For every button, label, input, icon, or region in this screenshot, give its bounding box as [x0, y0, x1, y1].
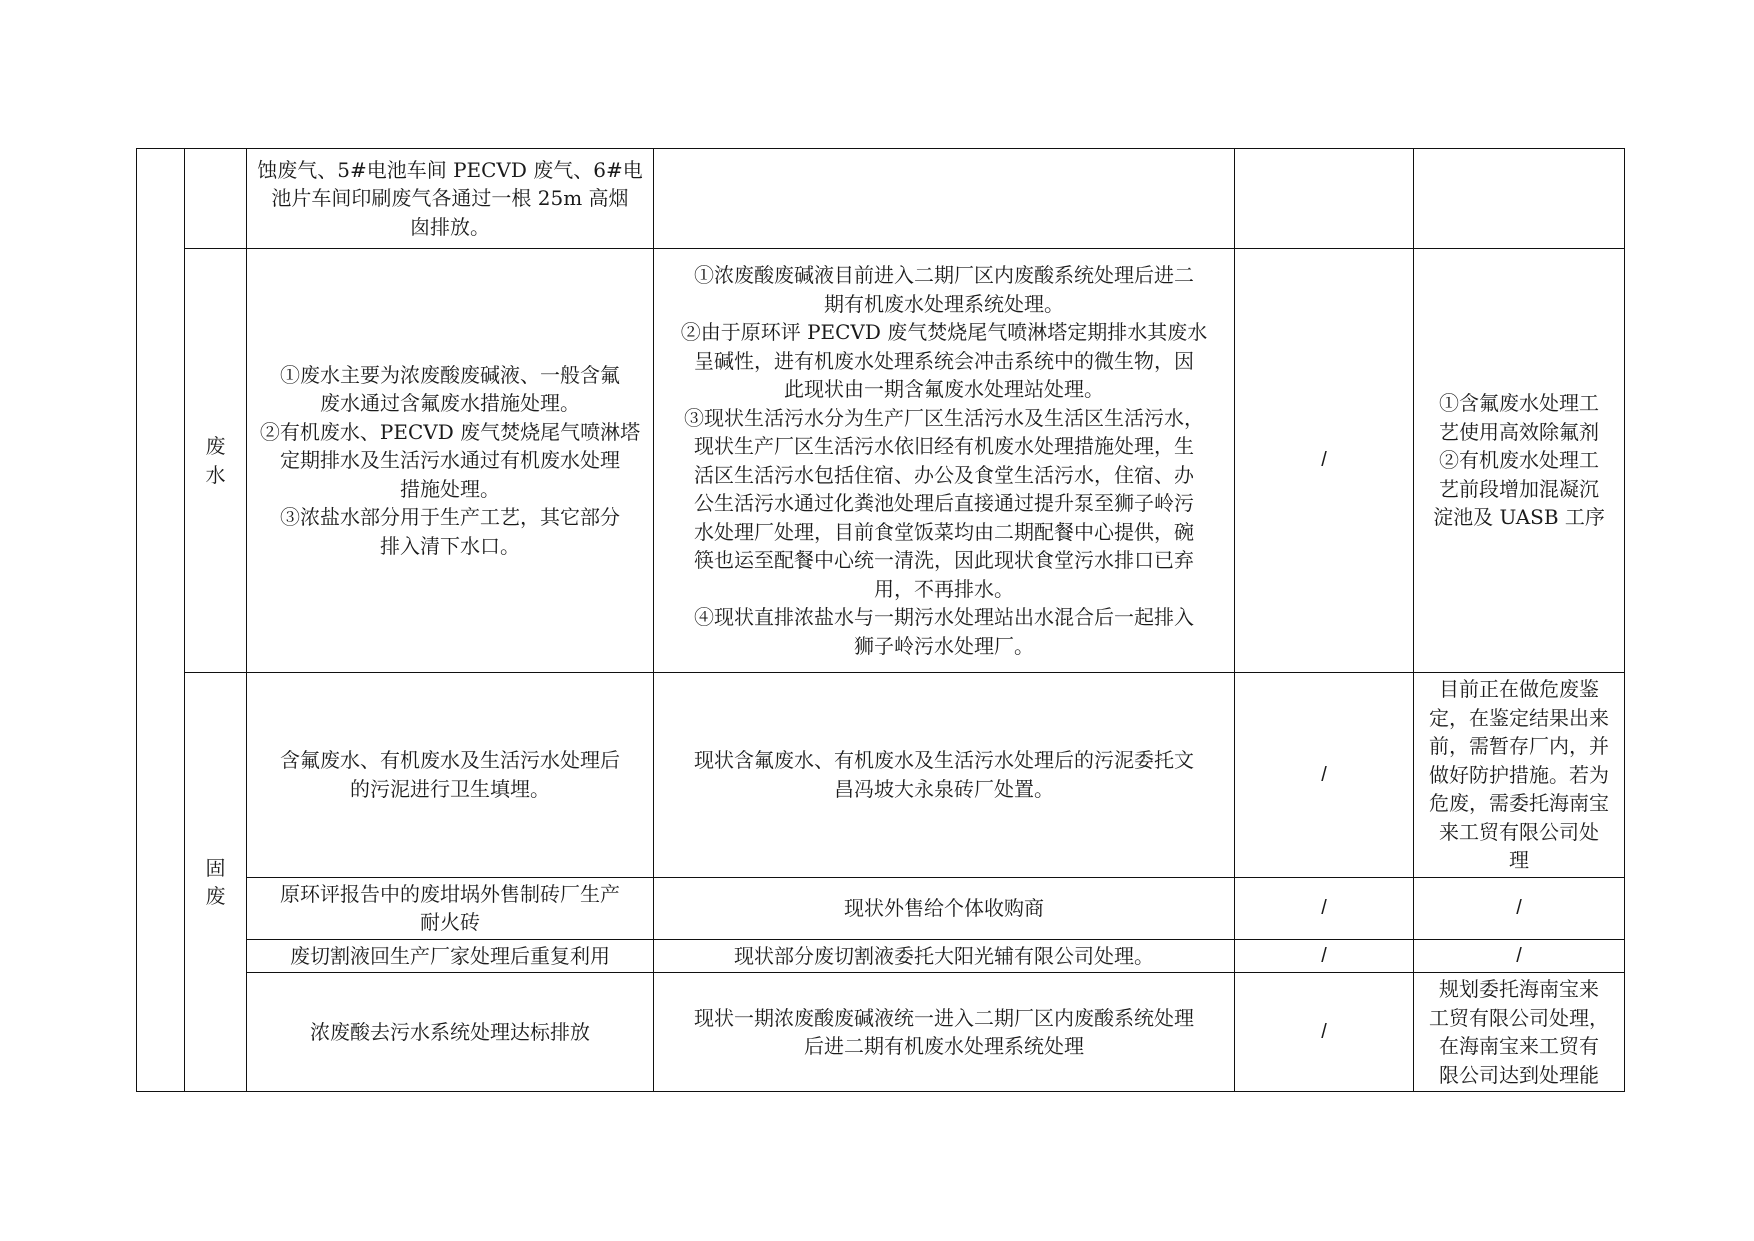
original-measure-cell: 废切割液回生产厂家处理后重复利用 [247, 939, 654, 973]
current-status-cell: 现状一期浓废酸废碱液统一进入二期厂区内废酸系统处理 后进二期有机废水处理系统处理 [654, 973, 1235, 1092]
current-status-cell [654, 149, 1235, 249]
rectification-cell: 规划委托海南宝来 工贸有限公司处理， 在海南宝来工贸有 限公司达到处理能 [1414, 973, 1625, 1092]
current-status-cell: ①浓废酸废碱液目前进入二期厂区内废酸系统处理后进二 期有机废水处理系统处理。 ②由于原环评 PECVD 废气焚烧尾气喷淋塔定期排水其废水 呈碱性，进有机废水处理系统会冲击系统中的微生物，因 此现状由一期含氟废水处理站处理。 ③现状生活污水分为生产厂区生活污水及生活区生活污水， 现状生产厂区生活污水依旧经有机废水处理措施处理，生 活区生活污水包括住宿、办公及食堂生活污水，住宿、办 公生活污水通过化粪池处理后直接通过提升泵至狮子岭污 水处理厂处理，目前食堂饭菜均由二期配餐中心提供，碗 筷也运至配餐中心统一清洗，因此现状食堂污水排口已弃 用，不再排水。 ④现状直排浓盐水与一期污水处理站出水混合后一起排入 狮子岭污水处理厂。 [654, 249, 1235, 673]
outer-index-cell [137, 149, 185, 1092]
current-status-cell: 现状含氟废水、有机废水及生活污水处理后的污泥委托文 昌冯坡大永泉砖厂处置。 [654, 673, 1235, 878]
table-row-cutting-fluid [137, 939, 1625, 973]
current-status-cell: 现状部分废切割液委托大阳光辅有限公司处理。 [654, 939, 1235, 973]
table-row-exhaust-continuation [137, 149, 1625, 249]
rectification-cell: 目前正在做危废鉴 定，在鉴定结果出来 前，需暂存厂内，并 做好防护措施。若为 危废，需委托海南宝 来工贸有限公司处 理 [1414, 673, 1625, 878]
rectification-cell: / [1414, 939, 1625, 973]
change-cell: / [1235, 877, 1414, 939]
original-measure-cell: 原环评报告中的废坩埚外售制砖厂生产 耐火砖 [247, 877, 654, 939]
table-row-sludge [137, 673, 1625, 878]
table-row-crucible [137, 877, 1625, 939]
current-status-cell: 现状外售给个体收购商 [654, 877, 1235, 939]
change-cell: / [1235, 939, 1414, 973]
rectification-cell: / [1414, 877, 1625, 939]
original-measure-cell: 含氟废水、有机废水及生活污水处理后 的污泥进行卫生填埋。 [247, 673, 654, 878]
original-measure-cell: 蚀废气、5#电池车间 PECVD 废气、6#电 池片车间印刷废气各通过一根 25m 高烟 囱排放。 [247, 149, 654, 249]
original-measure-cell: ①废水主要为浓废酸废碱液、一般含氟 废水通过含氟废水措施处理。 ②有机废水、PECVD 废气焚烧尾气喷淋塔 定期排水及生活污水通过有机废水处理 措施处理。 ③浓盐水部分用于生产工艺，其它部分 排入清下水口。 [247, 249, 654, 673]
change-cell: / [1235, 249, 1414, 673]
change-cell: / [1235, 973, 1414, 1092]
table-row-wastewater [137, 249, 1625, 673]
category-cell-wastewater: 废 水 [185, 249, 247, 673]
rectification-cell [1414, 149, 1625, 249]
category-cell-empty [185, 149, 247, 249]
environmental-comparison-table [136, 148, 1625, 1092]
change-cell [1235, 149, 1414, 249]
table-row-waste-acid [137, 973, 1625, 1092]
change-cell: / [1235, 673, 1414, 878]
category-cell-solid-waste: 固 废 [185, 673, 247, 1092]
original-measure-cell: 浓废酸去污水系统处理达标排放 [247, 973, 654, 1092]
rectification-cell: ①含氟废水处理工 艺使用高效除氟剂 ②有机废水处理工 艺前段增加混凝沉 淀池及 UASB 工序 [1414, 249, 1625, 673]
